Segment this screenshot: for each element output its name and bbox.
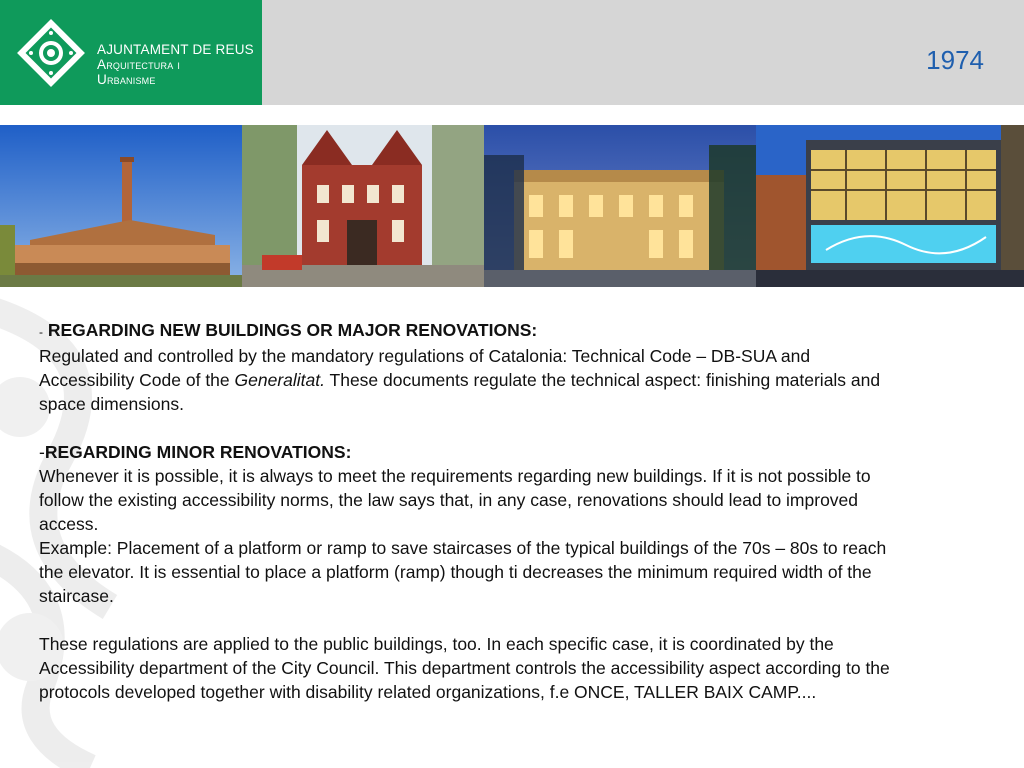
heading-minor-renovations: REGARDING MINOR RENOVATIONS: (44, 442, 352, 462)
section-public-buildings-text: These regulations are applied to the public buildings, too. In each specific case, it is coordinated by the Accessibility department of the City Council. This department controls the accessibility aspect according to the protocols developed together with disability related organizations, f.e ONCE, TALLER BAIX CAMP.... (39, 634, 890, 702)
header-bar (0, 0, 1024, 105)
photo-strip (0, 125, 1024, 287)
logo-block (0, 0, 262, 105)
text-segment: Regulated and controlled by the mandatory regulations of Catalonia: Technical Code – DB-SUA and Accessibility Code of the (39, 346, 811, 390)
logo-line-3: Urbanisme (97, 72, 156, 87)
logo-line-2: Arquitectura i (97, 57, 181, 72)
photo-lit-mansion (484, 125, 756, 287)
photo-theater-facade (756, 125, 1024, 287)
year-label: 1974 (926, 45, 984, 75)
main-content (39, 318, 899, 704)
section-minor-renovations-heading (39, 440, 899, 464)
text-italic-generalitat: Generalitat. (234, 370, 325, 390)
section-new-buildings-heading (39, 318, 899, 344)
heading-new-buildings: REGARDING NEW BUILDINGS OR MAJOR RENOVATIONS: (43, 320, 538, 340)
photo-red-brick-villa (242, 125, 484, 287)
section-minor-renovations-example: Example: Placement of a platform or ramp to save staircases of the typical buildings of the 70s – 80s to reach the elevator. It is essential to place a platform (ramp) though ti decreases the minimum required width of the staircase. (39, 538, 887, 606)
text-segment: These documents regulate the technical aspect: finishing materials and space dimensions. (39, 370, 881, 414)
section-new-buildings-text (39, 344, 899, 416)
section-minor-renovations-text: Whenever it is possible, it is always to meet the requirements regarding new buildings. If it is not possible to follow the existing accessibility norms, the law says that, in any case, renovations should lead to improved access. (39, 466, 871, 534)
heading-dash: - (39, 325, 43, 339)
logo-text (97, 42, 254, 87)
city-emblem-icon (16, 18, 86, 88)
logo-line-1: AJUNTAMENT DE REUS (97, 42, 254, 57)
photo-brick-chimney (0, 125, 242, 287)
heading-dash: - (39, 442, 45, 462)
